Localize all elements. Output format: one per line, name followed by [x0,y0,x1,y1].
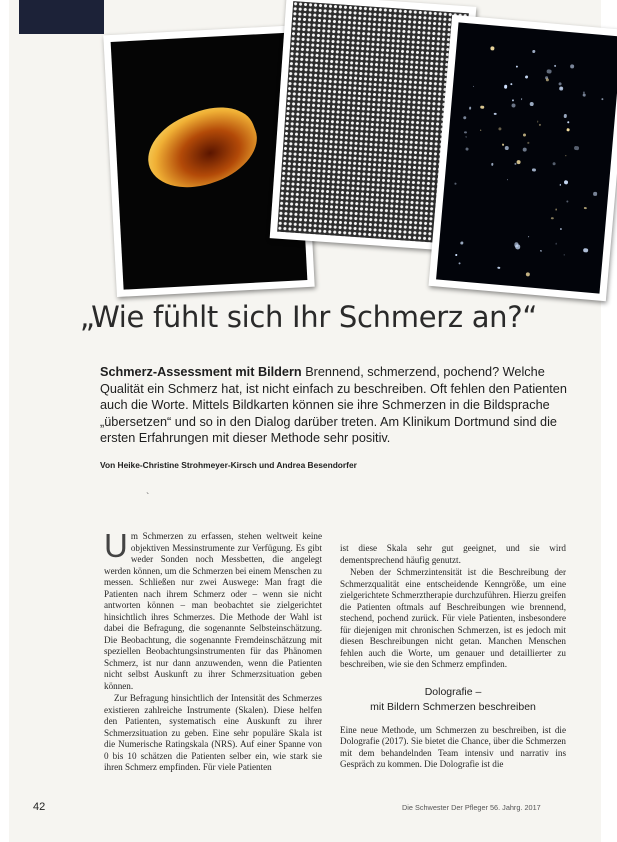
spark-dot [505,145,510,150]
spark-dot [521,98,522,99]
spark-dot [511,103,515,107]
spark-dot [532,168,536,172]
article-title: „Wie fühlt sich Ihr Schmerz an?“ [79,300,538,334]
lead-text: Brennend, schmerzend, pochend? Welche Qualität ein Schmerz hat, ist nicht einfach zu beschreiben. Oft fehlen den Patienten auch die Worte. Mittels Bildkarten können sie ihre Schmerzen in die Bildsprache „übersetzen“ und so in den Dialog darüber treten. Am Klinikum Dortmund sind die ersten Erfahrungen mit dieser Methode sehr positiv. [100,365,567,446]
spark-dot [465,148,468,151]
spark-dot [455,254,457,256]
spark-dot [498,127,502,131]
spark-dot [523,147,527,151]
spark-dot [480,105,484,109]
spark-dot [567,128,570,131]
spark-dot [593,192,597,196]
column1-para2: Zur Befragung hinsichtlich der Intensität des Schmerzes existieren zahlreiche Instrumente (Skalen). Diese helfen den Patienten, systematisch eine Auskunft zu ihrer Schmerzsituation zu geben. Eine sehr populäre Skala ist die Numerische Ratingskala (NRS). Auf einer Spanne von 0 bis 10 schätzen die Patienten selber ein, wie stark sie ihren Schmerz empfinden. Für viele Patienten [104,693,322,772]
spark-dot [480,130,481,131]
column-1 [104,527,322,775]
column-2 [340,543,566,772]
spark-dot [555,243,557,245]
spark-dot [559,86,564,91]
spark-dot [584,207,587,210]
column2-para1: ist diese Skala sehr gut geeignet, und sie wird dementsprechend häufig genutzt. [340,543,566,565]
spark-dot [516,65,518,67]
spark-dot [583,248,588,253]
column2-para3: Eine neue Methode, um Schmerzen zu beschreiben, ist die Dolografie (2017). Sie bietet die Chance, über die Schmerzen mit dem behandelnden Team intensiv und narrativ ins Gespräch zu kommen. Die Dolografie ist die [340,724,566,769]
section-subheading [340,685,566,715]
spark-dot [565,155,566,156]
spark-dot [563,114,567,118]
spark-dot [464,116,467,119]
lead-label: Schmerz-Assessment mit Bildern [100,365,302,379]
journal-footer: Die Schwester Der Pfleger 56. Jahrg. 2017 [402,803,541,812]
spark-dot [539,124,541,126]
spark-dot [540,250,542,252]
spark-dot [504,85,508,89]
spark-dot [464,131,467,134]
spark-dot [570,64,574,68]
photo-card-sparks [428,15,617,301]
spark-dot [564,254,566,256]
spark-dot [560,184,562,186]
spark-dot [567,200,569,202]
spark-dot [583,94,586,97]
spark-dot [512,99,514,101]
byline: Von Heike-Christine Strohmeyer-Kirsch und Andrea Besendorfer [100,460,357,470]
spark-dot [558,82,562,86]
spark-dot [537,120,539,122]
spark-dot [574,146,579,151]
spark-dot [507,179,508,180]
amber-shape [137,95,267,202]
spark-dot [458,262,461,265]
spark-dot [528,236,529,237]
spark-dot [455,183,457,185]
spark-dot [546,78,549,81]
spark-dot [530,102,534,106]
spark-dot [523,133,526,136]
spark-dot [552,162,555,165]
spark-dot [498,267,500,269]
spark-dot [525,75,528,78]
spark-dot [560,228,563,231]
spark-dot [533,50,536,53]
spark-dot [526,272,531,277]
drop-cap: U [104,527,128,564]
spark-dot [469,106,472,109]
spark-dot [510,83,512,85]
spark-dot [473,86,474,87]
spark-dot [564,180,568,184]
spark-dot [461,241,464,244]
spark-dot [515,163,517,165]
subhead-line2: mit Bildern Schmerzen beschreiben [370,700,536,713]
spark-dot [551,217,554,220]
spark-dot [494,112,496,114]
spark-dot [554,65,556,67]
spark-dot [491,163,493,165]
page-number: 42 [33,801,46,813]
subhead-line1: Dolografie – [424,685,482,698]
column2-para2: Neben der Schmerzintensität ist die Beschreibung der Schmerzqualität eine entscheidende Kenngröße, um eine zielgerichtete Schmerztherapie durchzuführen. Hierzu greifen die Patienten oftmals auf Beschreibungen wie brennend, stechend, pochend zurück. Für viele Patienten, insbesondere für diejenigen mit chronischen Schmerzen, ist es jedoch mit diesen Beschreibungen nicht getan. Manchen Menschen fehlen auch die Worte, um genauer und detaillierter zu beschreiben, wie sie den Schmerz empfinden. [340,567,566,669]
spark-dot [465,136,466,137]
lead-paragraph [100,364,570,447]
spark-dot [517,160,521,164]
corner-tab [19,0,104,34]
spark-dot [502,144,503,145]
spark-dot [567,121,569,123]
spark-dot [555,208,557,210]
spark-dot [601,98,604,101]
spark-dot [491,46,495,50]
spark-dot [547,69,551,73]
spark-dot [528,142,529,143]
column1-para1: m Schmerzen zu erfassen, stehen weltweit keine objektiven Messinstrumente zur Verfügung. Es gibt weder Sonden noch Messbetten, die angelegt werden können, um die Schmerzen bei einem Menschen zu messen. Schließen nur zwei Auswege: Man fragt die Patienten nach ihrem Schmerz oder – wenn sie nicht antworten können – man beobachtet sie zielgerichtet hinsichtlich ihres Schmerzes. Die Methode der Wahl ist dabei die Befragung, die sogenannte Selbsteinschätzung. Die Beobachtung, die sogenannte Fremdeinschätzung mit speziellen Beobachtungsinstrumenten für das Phänomen Schmerz, ist nur dann anzuwenden, wenn die Patienten nicht selbst Auskunft zu ihrer Schmerzsituation geben können. [104,531,322,691]
stray-mark: ` [146,492,150,503]
sparks-photo [436,22,617,293]
